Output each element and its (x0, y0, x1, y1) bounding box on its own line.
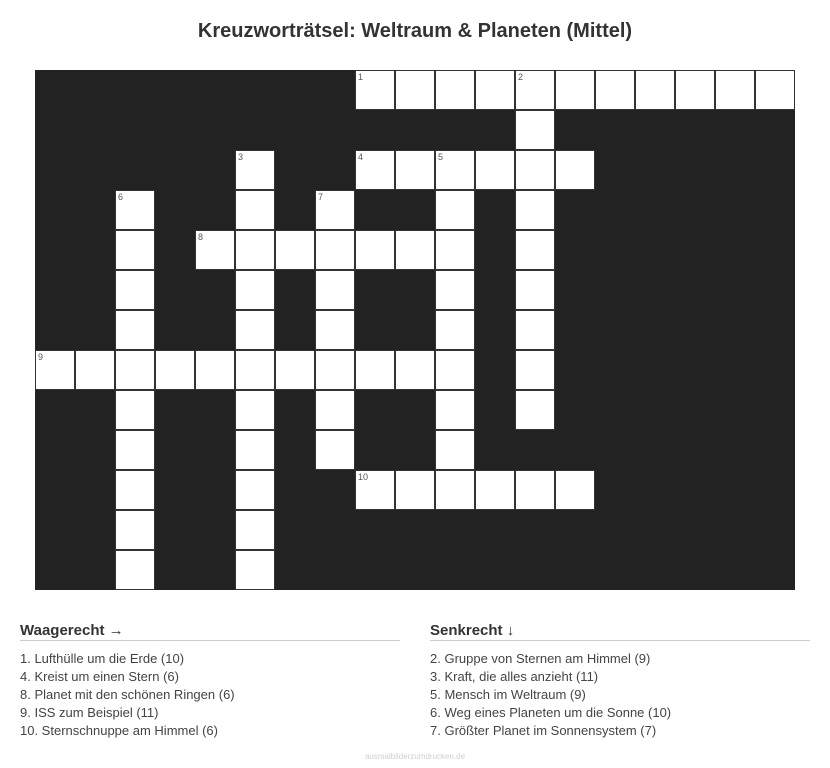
grid-cell[interactable] (315, 390, 355, 430)
grid-cell[interactable] (475, 70, 515, 110)
grid-cell[interactable] (315, 230, 355, 270)
grid-cell[interactable] (235, 150, 275, 190)
grid-cell[interactable] (235, 470, 275, 510)
across-clue: 10. Sternschnuppe am Himmel (6) (20, 723, 218, 738)
grid-cell[interactable] (435, 190, 475, 230)
grid-cell[interactable] (395, 230, 435, 270)
grid-cell[interactable] (355, 150, 395, 190)
down-clue: 5. Mensch im Weltraum (9) (430, 687, 586, 702)
grid-cell[interactable] (235, 310, 275, 350)
footer-credit: ausmalbilderzumdrucken.de (364, 752, 466, 761)
grid-cell[interactable] (555, 150, 595, 190)
down-clue: 2. Gruppe von Sternen am Himmel (9) (430, 651, 651, 666)
grid-cell[interactable] (515, 150, 555, 190)
clue-number: 8 (198, 232, 204, 242)
grid-cell[interactable] (235, 390, 275, 430)
clue-number: 5 (438, 152, 444, 162)
grid-cell[interactable] (115, 470, 155, 510)
grid-cell[interactable] (115, 390, 155, 430)
grid-cell[interactable] (435, 310, 475, 350)
grid-cell[interactable] (435, 70, 475, 110)
grid-cell[interactable] (555, 70, 595, 110)
grid-cell[interactable] (235, 550, 275, 590)
grid-cell[interactable] (515, 230, 555, 270)
grid-cell[interactable] (435, 150, 475, 190)
down-clue: 3. Kraft, die alles anzieht (11) (430, 669, 599, 684)
grid-cell[interactable] (515, 190, 555, 230)
grid-cell[interactable] (235, 230, 275, 270)
grid-cell[interactable] (235, 350, 275, 390)
clue-number: 9 (38, 352, 44, 362)
grid-cell[interactable] (115, 430, 155, 470)
grid-cell[interactable] (355, 470, 395, 510)
clue-number: 10 (358, 472, 369, 482)
grid-cell[interactable] (115, 230, 155, 270)
grid-cell[interactable] (355, 70, 395, 110)
across-clue: 8. Planet mit den schönen Ringen (6) (20, 687, 235, 702)
grid-cell[interactable] (155, 350, 195, 390)
grid-cell[interactable] (475, 470, 515, 510)
grid-cell[interactable] (355, 230, 395, 270)
grid-cell[interactable] (715, 70, 755, 110)
clue-number: 2 (518, 72, 524, 82)
grid-cell[interactable] (235, 190, 275, 230)
grid-cell[interactable] (675, 70, 715, 110)
grid-cell[interactable] (555, 470, 595, 510)
grid-cell[interactable] (435, 350, 475, 390)
clue-number: 4 (358, 152, 364, 162)
across-heading: Waagerecht → (20, 622, 400, 641)
grid-cell[interactable] (235, 430, 275, 470)
grid-cell[interactable] (395, 470, 435, 510)
across-clue: 1. Lufthülle um die Erde (10) (20, 651, 185, 666)
grid-cell[interactable] (75, 350, 115, 390)
grid-cell[interactable] (515, 270, 555, 310)
grid-cell[interactable] (115, 550, 155, 590)
grid-cell[interactable] (515, 470, 555, 510)
grid-cell[interactable] (235, 510, 275, 550)
grid-cell[interactable] (115, 510, 155, 550)
down-clue: 6. Weg eines Planeten um die Sonne (10) (430, 705, 672, 720)
grid-cell[interactable] (355, 350, 395, 390)
grid-cell[interactable] (435, 230, 475, 270)
across-clues-section (20, 622, 400, 740)
grid-cell[interactable] (515, 390, 555, 430)
down-heading: Senkrecht ↓ (430, 622, 810, 641)
grid-cell[interactable] (755, 70, 795, 110)
clue-number: 6 (118, 192, 124, 202)
grid-cell[interactable] (275, 230, 315, 270)
grid-cell[interactable] (435, 430, 475, 470)
grid-cell[interactable] (195, 350, 235, 390)
grid-cell[interactable] (515, 310, 555, 350)
across-clue-list (20, 650, 400, 740)
grid-cell[interactable] (315, 190, 355, 230)
puzzle-title: Kreuzworträtsel: Weltraum & Planeten (Mittel) (197, 20, 633, 42)
grid-cell[interactable] (475, 150, 515, 190)
grid-cell[interactable] (395, 70, 435, 110)
grid-cell[interactable] (395, 150, 435, 190)
grid-cell[interactable] (635, 70, 675, 110)
grid-cell[interactable] (235, 270, 275, 310)
grid-cell[interactable] (435, 390, 475, 430)
grid-cell[interactable] (515, 350, 555, 390)
clue-number: 3 (238, 152, 244, 162)
crossword-grid (35, 70, 795, 590)
grid-cell[interactable] (595, 70, 635, 110)
grid-cell[interactable] (435, 270, 475, 310)
grid-cell[interactable] (115, 350, 155, 390)
down-clue: 7. Größter Planet im Sonnensystem (7) (430, 723, 657, 738)
grid-cell[interactable] (315, 430, 355, 470)
grid-cell[interactable] (35, 350, 75, 390)
grid-cell[interactable] (195, 230, 235, 270)
grid-cell[interactable] (275, 350, 315, 390)
grid-cell[interactable] (395, 350, 435, 390)
grid-cell[interactable] (115, 190, 155, 230)
grid-cell[interactable] (515, 110, 555, 150)
across-clue: 9. ISS zum Beispiel (11) (20, 705, 159, 720)
clue-number: 7 (318, 192, 324, 202)
grid-cell[interactable] (115, 270, 155, 310)
grid-cell[interactable] (515, 70, 555, 110)
grid-cell[interactable] (435, 470, 475, 510)
down-clue-list (430, 650, 810, 740)
grid-cell[interactable] (115, 310, 155, 350)
grid-cell[interactable] (315, 270, 355, 310)
grid-cell[interactable] (315, 350, 355, 390)
across-clue: 4. Kreist um einen Stern (6) (20, 669, 179, 684)
down-clues-section (430, 622, 810, 740)
clue-number: 1 (358, 72, 364, 82)
grid-cell[interactable] (315, 310, 355, 350)
